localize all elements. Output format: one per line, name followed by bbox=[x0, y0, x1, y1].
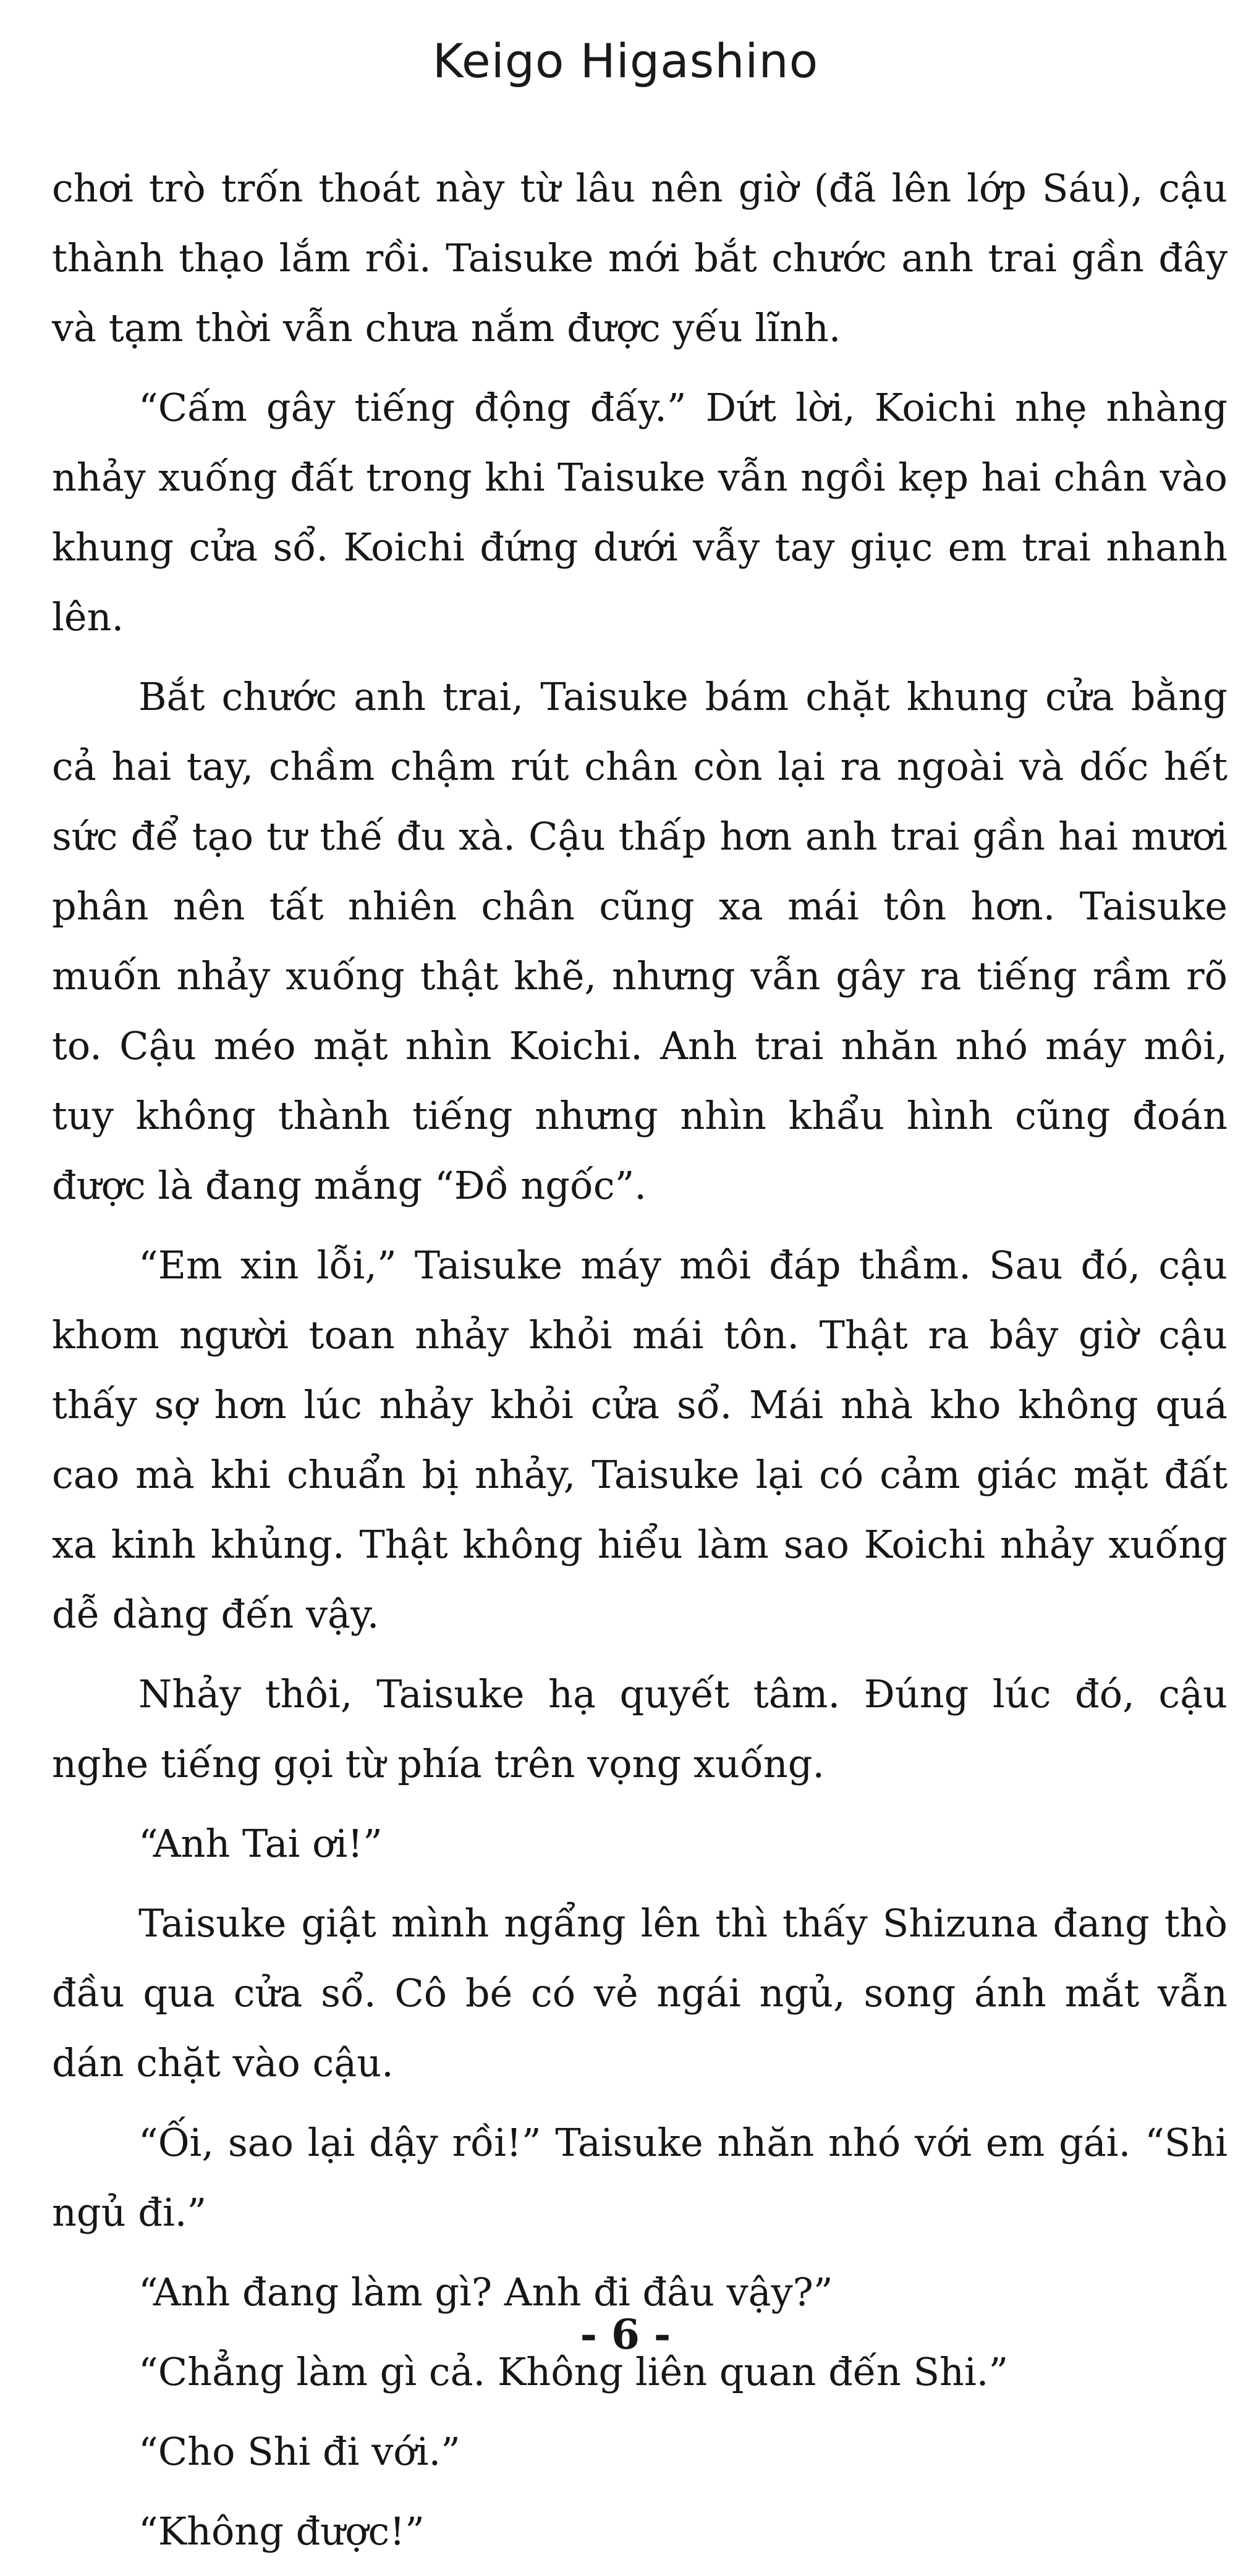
paragraph-5: Nhảy thôi, Taisuke hạ quyết tâm. Đúng lúc đó, cậu nghe tiếng gọi từ phía trên vọng xuống. bbox=[52, 1671, 1228, 1786]
paragraph-2: “Cấm gây tiếng động đấy.” Dứt lời, Koichi nhẹ nhàng nhảy xuống đất trong khi Taisuke vẫn ngồi kẹp hai chân vào khung cửa sổ. Koichi đứng dưới vẫy tay giục em trai nhanh lên. bbox=[52, 385, 1228, 640]
paragraph-4: “Em xin lỗi,” Taisuke máy môi đáp thầm. Sau đó, cậu khom người toan nhảy khỏi mái tôn. Thật ra bây giờ cậu thấy sợ hơn lúc nhảy khỏi cửa sổ. Mái nhà kho không quá cao mà khi chuẩn bị nhảy, Taisuke lại có cảm giác mặt đất xa kinh khủng. Thật không hiểu làm sao Koichi nhảy xuống dễ dàng đến vậy. bbox=[52, 1243, 1228, 1637]
paragraph-8: “Ối, sao lại dậy rồi!” Taisuke nhăn nhó với em gái. “Shi ngủ đi.” bbox=[52, 2120, 1228, 2235]
paragraph-11: “Cho Shi đi với.” bbox=[138, 2429, 460, 2474]
paragraph-9: “Anh đang làm gì? Anh đi đâu vậy?” bbox=[138, 2270, 833, 2315]
page-number: - 6 - bbox=[580, 2310, 671, 2359]
running-header-author: Keigo Higashino bbox=[432, 33, 819, 88]
page-body bbox=[52, 153, 1228, 2576]
paragraph-6: “Anh Tai ơi!” bbox=[138, 1821, 383, 1866]
paragraph-1: chơi trò trốn thoát này từ lâu nên giờ (đã lên lớp Sáu), cậu thành thạo lắm rồi. Taisuke mới bắt chước anh trai gần đây và tạm thời vẫn chưa nắm được yếu lĩnh. bbox=[52, 166, 1228, 350]
paragraph-7: Taisuke giật mình ngẩng lên thì thấy Shizuna đang thò đầu qua cửa sổ. Cô bé có vẻ ngái ngủ, song ánh mắt vẫn dán chặt vào cậu. bbox=[52, 1901, 1228, 2085]
paragraph-12: “Không được!” bbox=[138, 2509, 425, 2554]
paragraph-3: Bắt chước anh trai, Taisuke bám chặt khung cửa bằng cả hai tay, chầm chậm rút chân còn lại ra ngoài và dốc hết sức để tạo tư thế đu xà. Cậu thấp hơn anh trai gần hai mươi phân nên tất nhiên chân cũng xa mái tôn hơn. Taisuke muốn nhảy xuống thật khẽ, nhưng vẫn gây ra tiếng rầm rõ to. Cậu méo mặt nhìn Koichi. Anh trai nhăn nhó máy môi, tuy không thành tiếng nhưng nhìn khẩu hình cũng đoán được là đang mắng “Đồ ngốc”. bbox=[52, 674, 1228, 1208]
paragraph-10: “Chẳng làm gì cả. Không liên quan đến Shi.” bbox=[138, 2349, 1009, 2394]
